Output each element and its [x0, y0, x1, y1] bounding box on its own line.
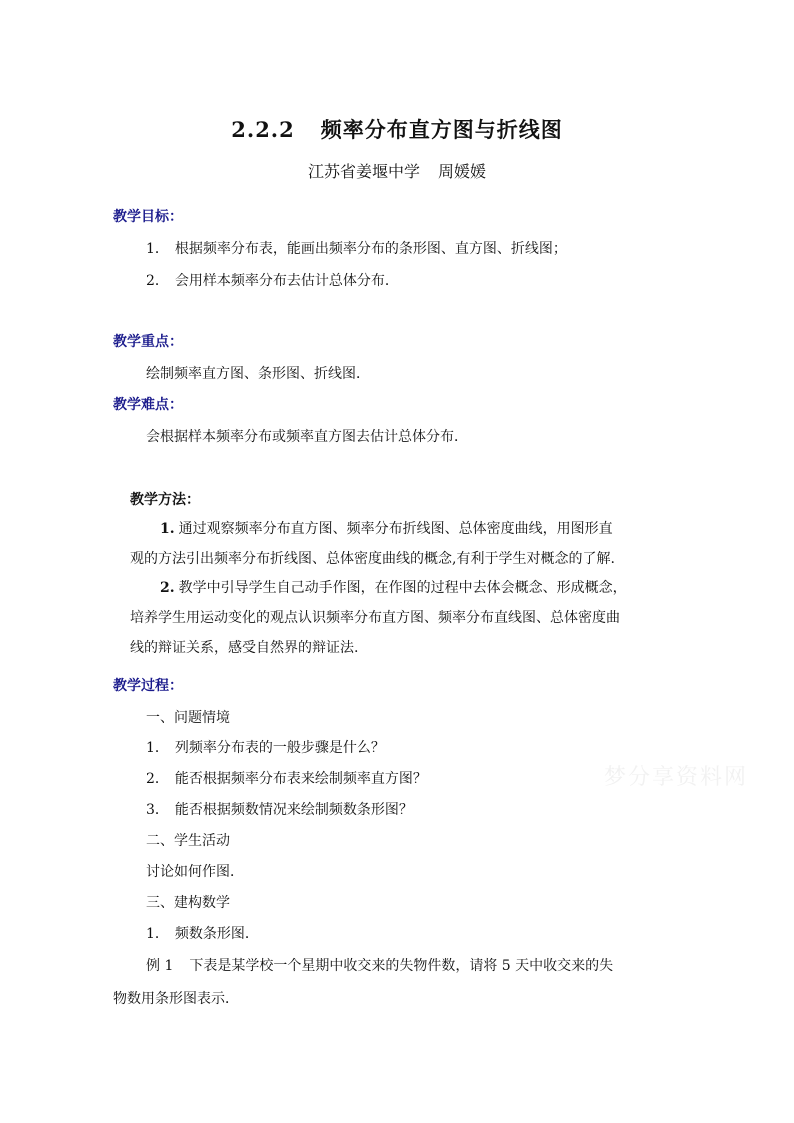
subsection-item [146, 923, 259, 943]
method-item-2-line2: 培养学生用运动变化的观点认识频率分布直方图、频率分布直线图、总体密度曲 [130, 610, 620, 626]
subsection-number: 1． [146, 926, 169, 942]
watermark: 梦分享资料网 [604, 765, 749, 790]
question-number: 2． [146, 771, 169, 787]
author-line [0, 159, 794, 182]
author-school: 江苏省姜堰中学 [307, 162, 420, 181]
question-item [146, 737, 385, 757]
activity-text: 讨论如何作图． [146, 864, 244, 880]
question-text: 能否根据频率分布表来绘制频率直方图？ [174, 771, 427, 787]
section-heading: 二、学生活动 [146, 833, 230, 849]
method-item-1-line2: 观的方法引出频率分布折线图、总体密度曲线的概念,有利于学生对概念的了解. [130, 551, 615, 567]
section-heading: 三、建构数学 [146, 895, 230, 911]
subsection-text: 频数条形图． [174, 926, 259, 942]
methods-heading: 教学方法： [130, 492, 200, 508]
objective-number: 1． [146, 241, 169, 257]
author-name: 周媛媛 [438, 162, 487, 181]
difficulties-heading: 教学难点： [113, 397, 183, 413]
title-text: 频率分布直方图与折线图 [320, 117, 563, 142]
method-text: 通过观察频率分布直方图、频率分布折线图、总体密度曲线，用图形直 [178, 521, 613, 537]
question-item [146, 768, 427, 788]
key-points-text: 绘制频率直方图、条形图、折线图． [146, 366, 370, 382]
section-number: 2.2.2 [231, 117, 295, 142]
objective-text: 根据频率分布表，能画出频率分布的条形图、直方图、折线图； [174, 241, 567, 257]
method-item-2-line1 [160, 577, 627, 597]
objective-item [146, 270, 399, 290]
question-number: 3． [146, 802, 169, 818]
question-number: 1． [146, 740, 169, 756]
key-points-heading: 教学重点： [113, 334, 183, 350]
question-text: 能否根据频数情况来绘制频数条形图？ [174, 802, 413, 818]
objective-number: 2． [146, 273, 169, 289]
section-heading: 一、问题情境 [146, 710, 230, 726]
method-item-1-line1 [160, 518, 613, 538]
question-item [146, 799, 413, 819]
question-text: 列频率分布表的一般步骤是什么？ [174, 740, 385, 756]
example-text: 下表是某学校一个星期中收交来的失物件数，请将 5 天中收交来的失 [189, 958, 614, 974]
objective-text: 会用样本频率分布去估计总体分布． [174, 273, 399, 289]
example-label: 例 1 [146, 958, 174, 974]
process-heading: 教学过程： [113, 678, 183, 694]
objective-item [146, 238, 567, 258]
page-title [0, 114, 794, 144]
method-number: 1. [160, 521, 175, 537]
method-text: 教学中引导学生自己动手作图，在作图的过程中去体会概念、形成概念， [178, 580, 627, 596]
difficulties-text: 会根据样本频率分布或频率直方图去估计总体分布． [146, 429, 468, 445]
objectives-heading: 教学目标： [113, 209, 183, 225]
example-line1 [146, 955, 613, 975]
example-line2: 物数用条形图表示． [113, 991, 239, 1007]
method-item-2-line3: 线的辩证关系，感受自然界的辩证法. [130, 640, 359, 656]
method-number: 2. [160, 580, 175, 596]
